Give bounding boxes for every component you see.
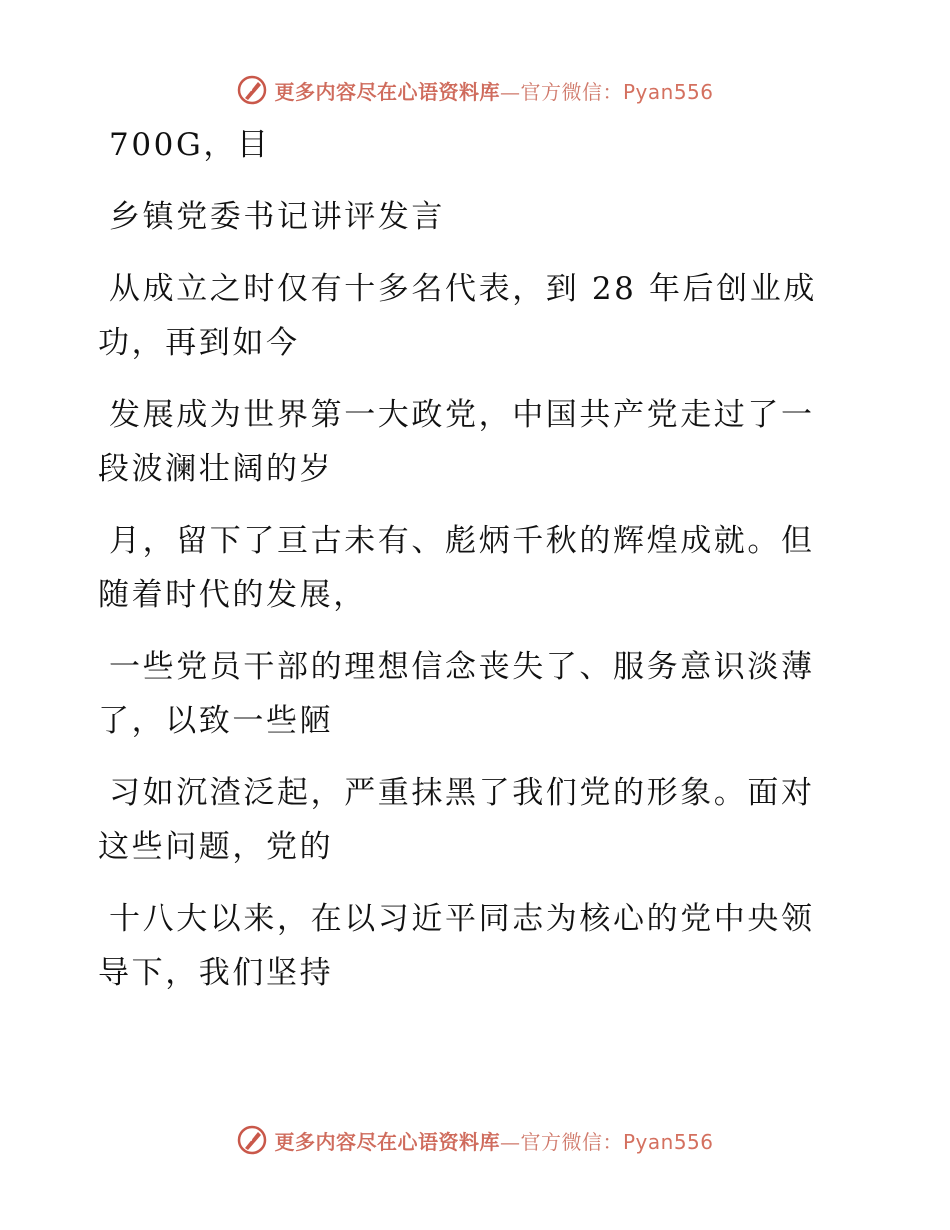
footer-watermark <box>0 1120 950 1160</box>
text-line: 十八大以来，在以习近平同志为核心的党中央领 <box>109 901 815 937</box>
text-line: 一些党员干部的理想信念丧失了、服务意识淡薄 <box>109 649 815 685</box>
text-line: 功，再到如今 <box>98 325 300 361</box>
paragraph <box>98 766 838 874</box>
quill-logo-icon <box>236 1124 268 1156</box>
text-line: 700G，目 <box>109 127 271 163</box>
watermark-text: 更多内容尽在心语资料库—官方微信：Pyan556 <box>274 1129 714 1154</box>
text-line: 随着时代的发展， <box>98 577 367 613</box>
document-body <box>98 118 838 1018</box>
text-line: 从成立之时仅有十多名代表，到 28 年后创业成 <box>109 271 817 307</box>
paragraph <box>98 262 838 370</box>
text-line: 段波澜壮阔的岁 <box>98 451 334 487</box>
paragraph <box>98 640 838 748</box>
paragraph <box>98 514 838 622</box>
text-line: 发展成为世界第一大政党，中国共产党走过了一 <box>109 397 815 433</box>
watermark-text: 更多内容尽在心语资料库—官方微信：Pyan556 <box>274 79 714 104</box>
text-line: 导下，我们坚持 <box>98 955 334 991</box>
paragraph <box>98 118 838 172</box>
header-watermark <box>0 70 950 110</box>
paragraph <box>98 388 838 496</box>
text-line: 习如沉渣泛起，严重抹黑了我们党的形象。面对 <box>109 775 815 811</box>
text-line: 了，以致一些陋 <box>98 703 334 739</box>
paragraph <box>98 892 838 1000</box>
paragraph <box>98 190 838 244</box>
text-line: 月，留下了亘古未有、彪炳千秋的辉煌成就。但 <box>109 523 815 559</box>
text-line: 乡镇党委书记讲评发言 <box>109 199 445 235</box>
text-line: 这些问题，党的 <box>98 829 334 865</box>
quill-logo-icon <box>236 74 268 106</box>
